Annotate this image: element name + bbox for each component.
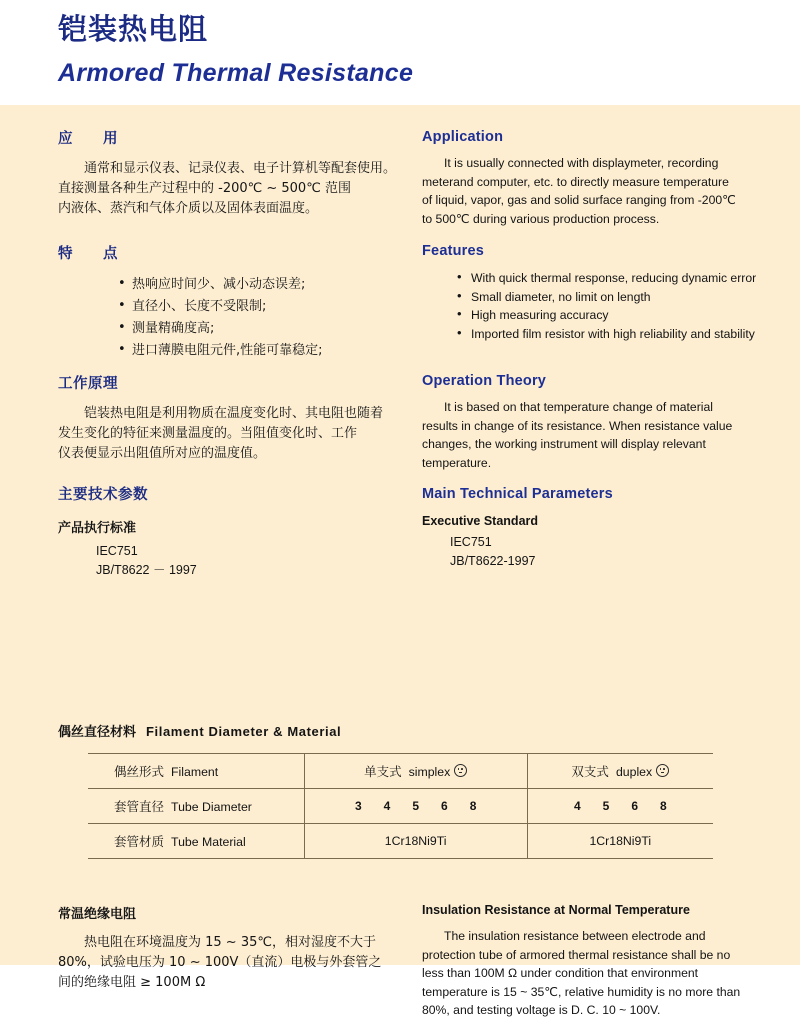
application-line-en-3: to 500℃ during various production process.	[422, 211, 660, 226]
table-row	[88, 789, 713, 824]
row-label-tube-material	[88, 824, 304, 859]
parameters-heading-en: Main Technical Parameters	[422, 486, 613, 502]
list-item: • 热响应时间少、减小动态误差;	[116, 274, 408, 296]
insulation-line-cn-1: 80%，试验电压为 10 ~ 100V（直流）电极与外套管之	[58, 955, 382, 970]
row-label-en: Filament	[171, 765, 219, 779]
insulation-line-en-1: protection tube of armored thermal resistance shall be no	[422, 947, 731, 962]
table-row	[88, 754, 713, 789]
section-insulation-cn	[58, 903, 408, 993]
list-item: • 测量精确度高;	[116, 318, 408, 340]
duplex-label-cn: 双支式	[571, 764, 609, 779]
list-item: • 直径小、长度不受限制;	[116, 296, 408, 318]
insulation-body-cn	[58, 933, 408, 993]
row-label-filament	[88, 754, 304, 789]
smiley-face-icon	[656, 764, 669, 777]
simplex-label-en: simplex	[408, 765, 451, 779]
standard-value-en-1: JB/T8622-1997	[450, 554, 536, 568]
insulation-heading-en: Insulation Resistance at Normal Temperature	[422, 903, 690, 917]
insulation-line-en-4: 80%, and testing voltage is D. C. 10 ~ 100V.	[422, 1003, 661, 1017]
section-theory-en	[422, 373, 757, 472]
insulation-line-en-0-text: The insulation resistance between electrode and	[444, 929, 706, 943]
application-heading-cn: 应 用	[58, 131, 118, 147]
application-line-en-0	[422, 154, 757, 173]
section-parameters-en	[422, 486, 757, 571]
theory-body-en	[422, 398, 757, 472]
insulation-line-en-0	[422, 927, 754, 946]
duplex-label-en: duplex	[615, 765, 653, 779]
theory-line-en-0-text: It is based on that temperature change of material	[444, 400, 713, 414]
table-caption-en: Filament Diameter & Material	[146, 724, 342, 739]
page-title-english: Armored Thermal Resistance	[58, 59, 414, 87]
diameter-value: 6	[631, 799, 638, 813]
row-label-cn: 套管直径	[114, 799, 165, 814]
section-theory-cn	[58, 372, 408, 464]
theory-line-en-0	[422, 398, 757, 417]
row-label-cn: 套管材质	[114, 834, 165, 849]
row-label-en: Tube Material	[171, 835, 246, 849]
parameters-heading-cn: 主要技术参数	[58, 487, 148, 503]
section-application-en	[422, 129, 757, 228]
features-heading-cn: 特 点	[58, 246, 118, 262]
list-item: • With quick thermal response, reducing dynamic error	[455, 269, 757, 288]
theory-line-en-2: changes, the working instrument will display relevant	[422, 437, 706, 451]
diameter-value: 8	[660, 799, 667, 813]
diameter-value: 5	[412, 799, 419, 813]
theory-line-en-3: temperature.	[422, 455, 492, 470]
application-line-en-0-text: It is usually connected with displaymeter, recording	[444, 156, 719, 170]
insulation-body-en	[422, 927, 754, 1020]
insulation-line-en-3: temperature is 15 ~ 35℃, relative humidity is no more than	[422, 984, 741, 999]
standard-value-cn-1: JB/T8622 － 1997	[96, 563, 197, 577]
features-heading-en: Features	[422, 243, 485, 259]
application-line-cn-1: 直接测量各种生产过程中的 -200℃ ~ 500℃ 范围	[58, 181, 351, 196]
features-list-cn	[58, 274, 408, 362]
application-body-cn	[58, 159, 408, 219]
insulation-heading-cn: 常温绝缘电阻	[58, 907, 137, 922]
insulation-line-cn-0: 热电阻在环境温度为 15 ~ 35℃，相对湿度不大于	[84, 935, 376, 950]
diameter-value: 5	[602, 799, 610, 813]
diameter-value: 6	[441, 799, 448, 813]
list-item: • 进口薄膜电阻元件,性能可靠稳定;	[116, 340, 408, 362]
row-label-en: Tube Diameter	[171, 800, 252, 814]
diameter-value: 8	[469, 799, 477, 813]
list-item: • Small diameter, no limit on length	[455, 288, 757, 307]
table-caption	[58, 721, 341, 741]
diameter-value: 4	[383, 799, 391, 813]
insulation-line-cn-2: 间的绝缘电阻 ≥ 100M Ω	[58, 975, 206, 990]
row-label-cn: 偶丝形式	[114, 764, 165, 779]
theory-line-cn-1: 发生变化的特征来测量温度的。当阻值变化时、工作	[58, 426, 358, 441]
filament-spec-table	[88, 753, 713, 859]
application-heading-en: Application	[422, 129, 504, 145]
standard-label-en: Executive Standard	[422, 514, 539, 528]
insulation-line-en-2: less than 100M Ω under condition that environment	[422, 966, 699, 980]
simplex-diameters	[304, 789, 527, 824]
page-header	[0, 0, 800, 105]
theory-line-en-1: results in change of its resistance. When resistance value	[422, 418, 733, 433]
standard-label-cn: 产品执行标准	[58, 521, 137, 536]
section-application-cn	[58, 127, 408, 219]
application-line-en-1: meterand computer, etc. to directly measure temperature	[422, 174, 729, 189]
theory-line-cn-0: 铠装热电阻是利用物质在温度变化时、其电阻也随着	[84, 406, 384, 421]
diameter-value: 3	[354, 799, 362, 813]
section-parameters-cn	[58, 483, 408, 580]
smiley-face-icon	[454, 764, 467, 777]
application-line-en-2: of liquid, vapor, gas and solid surface ranging from -200℃	[422, 193, 736, 207]
duplex-material: 1Cr18Ni9Ti	[527, 824, 713, 859]
standard-value-en-0: IEC751	[450, 535, 492, 549]
row-label-tube-diameter	[88, 789, 304, 824]
content-panel	[0, 105, 800, 1017]
application-line-cn-2: 内液体、蒸汽和气体介质以及固体表面温度。	[58, 201, 319, 216]
section-features-cn	[58, 242, 408, 362]
list-item: • High measuring accuracy	[455, 306, 757, 325]
section-insulation-en	[422, 903, 754, 1020]
simplex-material: 1Cr18Ni9Ti	[304, 824, 527, 859]
application-line-cn-0: 通常和显示仪表、记录仪表、电子计算机等配套使用。	[84, 161, 397, 176]
duplex-diameters	[527, 789, 713, 824]
theory-heading-en: Operation Theory	[422, 373, 547, 389]
table-caption-cn: 偶丝直径材料	[58, 725, 137, 740]
simplex-label-cn: 单支式	[364, 764, 402, 779]
table-row	[88, 824, 713, 859]
theory-line-cn-2: 仪表便显示出阻值所对应的温度值。	[58, 446, 267, 461]
header-simplex	[304, 754, 527, 789]
features-list-en	[422, 269, 757, 343]
list-item: • Imported film resistor with high reliability and stability	[455, 325, 757, 344]
diameter-value: 4	[573, 799, 581, 813]
section-features-en	[422, 243, 757, 343]
application-body-en	[422, 154, 757, 228]
theory-body-cn	[58, 404, 408, 464]
standard-value-cn-0: IEC751	[96, 544, 138, 558]
theory-heading-cn: 工作原理	[58, 376, 118, 392]
page-title-chinese: 铠装热电阻	[58, 12, 209, 46]
header-duplex	[527, 754, 713, 789]
